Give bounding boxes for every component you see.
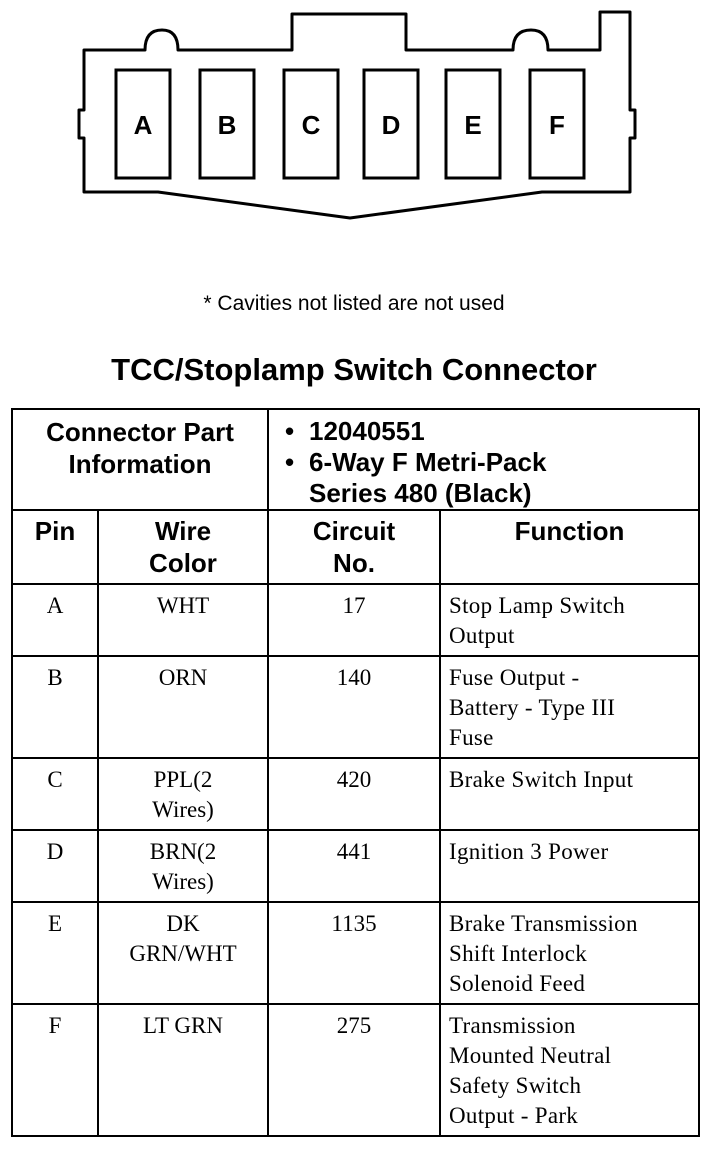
table-row (12, 830, 699, 902)
bullet-2: • (285, 447, 295, 477)
connector-info-label (12, 409, 268, 510)
connector-info-label-line1: Connector Part (46, 417, 234, 447)
table-row (12, 584, 699, 656)
circuit-cell: 420 (268, 758, 440, 830)
header-pin: Pin (12, 510, 98, 584)
circuit-cell: 17 (268, 584, 440, 656)
header-circuit-no: Circuit No. (268, 510, 440, 584)
table-row (12, 656, 699, 758)
wire-color-cell: ORN (98, 656, 268, 758)
wire-color-cell: BRN(2 Wires) (98, 830, 268, 902)
connector-series: Series 480 (Black) (309, 478, 532, 508)
header-wire-color: Wire Color (98, 510, 268, 584)
connector-face-diagram (0, 0, 720, 240)
circuit-cell: 1135 (268, 902, 440, 1004)
connector-pinout-table (11, 408, 700, 1137)
pin-cell: B (12, 656, 98, 758)
table-row (12, 758, 699, 830)
table-row (12, 1004, 699, 1136)
connector-type: 6-Way F Metri-Pack (309, 447, 547, 477)
wire-color-cell: DK GRN/WHT (98, 902, 268, 1004)
cavity-label-b: B (217, 110, 237, 140)
table-row (12, 902, 699, 1004)
function-cell: Ignition 3 Power (440, 830, 699, 902)
cavities-note: * Cavities not listed are not used (203, 292, 505, 315)
connector-info-label-line2: Information (68, 449, 212, 479)
function-cell: Brake Transmission Shift Interlock Solenoid Feed (440, 902, 699, 1004)
connector-info-values (268, 409, 699, 510)
wire-color-cell: LT GRN (98, 1004, 268, 1136)
header-function: Function (440, 510, 699, 584)
circuit-cell: 140 (268, 656, 440, 758)
wire-color-cell: PPL(2 Wires) (98, 758, 268, 830)
header-row (12, 510, 699, 584)
cavity-label-e: E (464, 110, 482, 140)
function-cell: Fuse Output - Battery - Type III Fuse (440, 656, 699, 758)
cavity-label-c: C (301, 110, 321, 140)
pin-cell: E (12, 902, 98, 1004)
pin-cell: F (12, 1004, 98, 1136)
pin-cell: D (12, 830, 98, 902)
wire-color-cell: WHT (98, 584, 268, 656)
function-cell: Brake Switch Input (440, 758, 699, 830)
cavity-label-a: A (133, 110, 153, 140)
function-cell: Transmission Mounted Neutral Safety Switch Output - Park (440, 1004, 699, 1136)
pin-cell: A (12, 584, 98, 656)
cavity-label-f: F (549, 110, 565, 140)
function-cell: Stop Lamp Switch Output (440, 584, 699, 656)
circuit-cell: 441 (268, 830, 440, 902)
cavity-label-d: D (381, 110, 401, 140)
pin-cell: C (12, 758, 98, 830)
part-number: 12040551 (309, 416, 425, 446)
bullet-1: • (285, 416, 295, 446)
page-title: TCC/Stoplamp Switch Connector (111, 352, 597, 387)
circuit-cell: 275 (268, 1004, 440, 1136)
connector-info-row (12, 409, 699, 510)
